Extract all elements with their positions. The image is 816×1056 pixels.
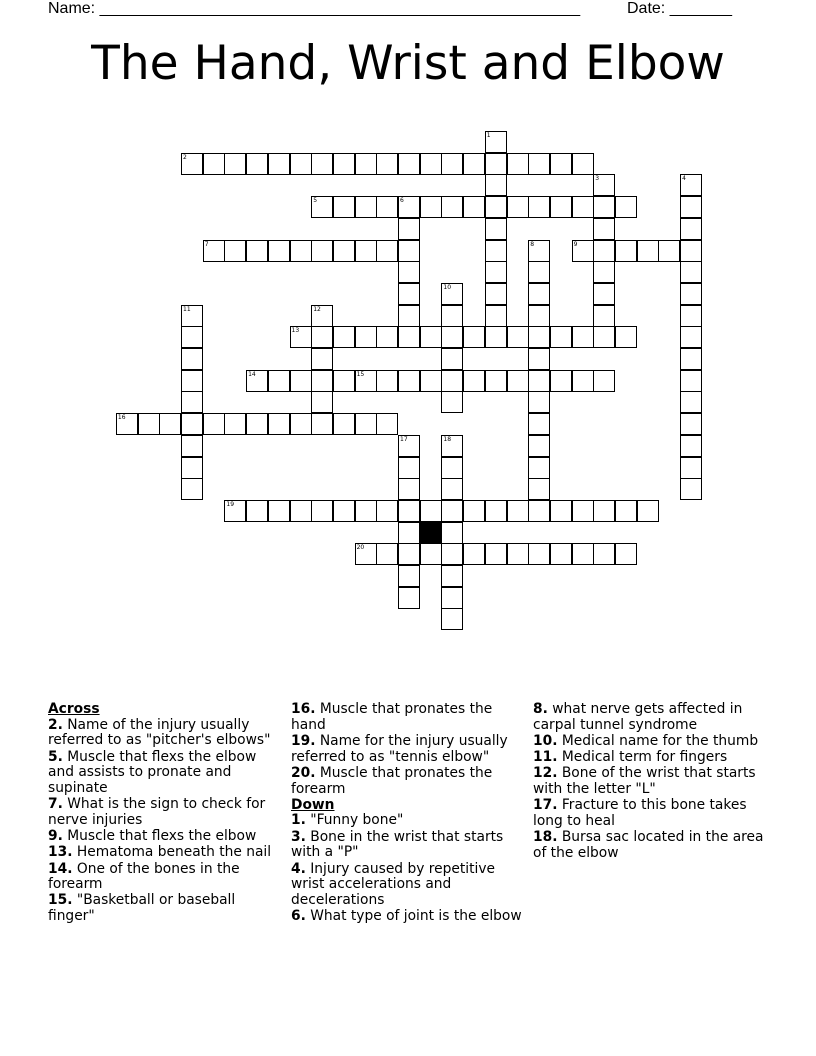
grid-cell[interactable] <box>593 240 615 262</box>
grid-cell[interactable] <box>441 283 463 305</box>
grid-cell[interactable] <box>376 500 398 522</box>
across-clue-16: 16. Muscle that pronates the hand <box>291 701 493 733</box>
grid-cell[interactable] <box>680 457 702 479</box>
grid-cell[interactable] <box>680 283 702 305</box>
grid-cell[interactable] <box>181 153 203 175</box>
grid-cell[interactable] <box>224 500 246 522</box>
grid-cell[interactable] <box>420 326 442 348</box>
down-clue-17: 17. Fracture to this bone takes long to heal <box>533 797 747 829</box>
clue-number-5: 5 <box>313 197 318 205</box>
down-clue-4: 4. Injury caused by repetitive wrist accelerations and decelerations <box>291 860 496 908</box>
grid-cell[interactable] <box>593 370 615 392</box>
grid-cell[interactable] <box>181 305 203 327</box>
grid-cell[interactable] <box>398 305 420 327</box>
grid-cell[interactable] <box>290 240 312 262</box>
grid-cell[interactable] <box>333 370 355 392</box>
clue-number-10: 10 <box>443 283 452 291</box>
grid-cell[interactable] <box>463 196 485 218</box>
grid-cell[interactable] <box>680 326 702 348</box>
clue-number-18: 18 <box>443 435 452 443</box>
grid-cell[interactable] <box>550 543 572 565</box>
across-clue-7: 7. What is the sign to check for nerve injuries <box>48 796 266 828</box>
grid-cell[interactable] <box>311 326 333 348</box>
across-clue-19: 19. Name for the injury usually referred to as "tennis elbow" <box>291 732 508 765</box>
grid-cell[interactable] <box>246 153 268 175</box>
grid-cell[interactable] <box>572 543 594 565</box>
across-clue-15: 15. "Basketball or baseball finger" <box>48 892 236 925</box>
grid-cell[interactable] <box>246 413 268 435</box>
grid-cell[interactable] <box>224 153 246 175</box>
grid-cell[interactable] <box>441 305 463 327</box>
grid-cell[interactable] <box>398 478 420 500</box>
grid-cell[interactable] <box>311 391 333 413</box>
grid-cell[interactable] <box>441 348 463 370</box>
across-clue-2: 2. Name of the injury usually referred to as "pitcher's elbows" <box>48 716 271 749</box>
grid-cell[interactable] <box>181 348 203 370</box>
grid-cell[interactable] <box>463 543 485 565</box>
grid-cell[interactable] <box>680 240 702 262</box>
grid-cell[interactable] <box>593 326 615 348</box>
grid-cell[interactable] <box>485 500 507 522</box>
grid-cell[interactable] <box>311 370 333 392</box>
grid-cell[interactable] <box>485 153 507 175</box>
grid-cell[interactable] <box>203 153 225 175</box>
grid-cell[interactable] <box>376 370 398 392</box>
grid-cell[interactable] <box>593 283 615 305</box>
across-clue-14: 14. One of the bones in the forearm <box>48 860 240 893</box>
clue-number-8: 8 <box>530 240 535 248</box>
grid-cell[interactable] <box>398 435 420 457</box>
grid-cell[interactable] <box>116 413 138 435</box>
grid-cell[interactable] <box>355 500 377 522</box>
grid-cell[interactable] <box>637 240 659 262</box>
grid-cell[interactable] <box>441 435 463 457</box>
grid-cell[interactable] <box>528 283 550 305</box>
grid-cell[interactable] <box>268 370 290 392</box>
grid-cell[interactable] <box>507 326 529 348</box>
grid-cell[interactable] <box>485 131 507 153</box>
grid-cell[interactable] <box>441 587 463 609</box>
grid-cell[interactable] <box>290 500 312 522</box>
grid-cell[interactable] <box>680 218 702 240</box>
grid-cell[interactable] <box>203 413 225 435</box>
grid-cell[interactable] <box>398 543 420 565</box>
grid-cell[interactable] <box>333 500 355 522</box>
grid-cell[interactable] <box>224 240 246 262</box>
grid-cell[interactable] <box>528 326 550 348</box>
grid-cell[interactable] <box>528 305 550 327</box>
grid-cell[interactable] <box>550 326 572 348</box>
grid-cell[interactable] <box>680 174 702 196</box>
grid-cell[interactable] <box>268 413 290 435</box>
grid-cell[interactable] <box>593 218 615 240</box>
grid-cell[interactable] <box>398 326 420 348</box>
grid-cell[interactable] <box>246 240 268 262</box>
grid-cell[interactable] <box>507 500 529 522</box>
grid-cell[interactable] <box>376 153 398 175</box>
grid-cell[interactable] <box>485 326 507 348</box>
grid-cell[interactable] <box>572 500 594 522</box>
grid-cell[interactable] <box>550 153 572 175</box>
down-clue-1: 1. "Funny bone" <box>291 812 404 829</box>
grid-cell[interactable] <box>355 196 377 218</box>
grid-cell[interactable] <box>528 457 550 479</box>
grid-cell[interactable] <box>615 240 637 262</box>
grid-cell[interactable] <box>398 196 420 218</box>
grid-cell[interactable] <box>485 543 507 565</box>
grid-cell[interactable] <box>680 261 702 283</box>
grid-cell[interactable] <box>528 240 550 262</box>
grid-cell[interactable] <box>355 370 377 392</box>
grid-cell[interactable] <box>268 500 290 522</box>
grid-cell[interactable] <box>333 240 355 262</box>
grid-cell[interactable] <box>658 240 680 262</box>
grid-cell[interactable] <box>441 500 463 522</box>
grid-cell[interactable] <box>550 370 572 392</box>
grid-cell[interactable] <box>615 326 637 348</box>
clue-number-3: 3 <box>595 175 600 183</box>
grid-cell[interactable] <box>550 500 572 522</box>
grid-cell[interactable] <box>637 500 659 522</box>
grid-cell[interactable] <box>528 153 550 175</box>
grid-cell[interactable] <box>572 326 594 348</box>
clue-number-14: 14 <box>248 370 256 378</box>
grid-cell[interactable] <box>441 370 463 392</box>
grid-cell[interactable] <box>463 500 485 522</box>
grid-cell[interactable] <box>615 196 637 218</box>
down-heading: Down <box>291 796 335 813</box>
grid-cell[interactable] <box>311 500 333 522</box>
grid-cell[interactable] <box>463 326 485 348</box>
grid-cell[interactable] <box>485 174 507 196</box>
grid-cell[interactable] <box>398 218 420 240</box>
grid-cell[interactable] <box>290 413 312 435</box>
date-field-line: Date: _______ <box>627 0 732 17</box>
clue-number-16: 16 <box>117 414 126 422</box>
clue-number-7: 7 <box>204 240 209 248</box>
clue-number-19: 19 <box>226 500 235 508</box>
grid-cell[interactable] <box>485 283 507 305</box>
grid-cell[interactable] <box>398 240 420 262</box>
grid-cell[interactable] <box>355 413 377 435</box>
grid-cell[interactable] <box>463 153 485 175</box>
clue-number-11: 11 <box>183 305 191 313</box>
grid-cell[interactable] <box>355 153 377 175</box>
clue-number-13: 13 <box>291 327 300 335</box>
grid-cell[interactable] <box>376 543 398 565</box>
grid-cell[interactable] <box>181 391 203 413</box>
grid-cell[interactable] <box>441 196 463 218</box>
clue-number-20: 20 <box>356 544 365 552</box>
grid-cell[interactable] <box>485 218 507 240</box>
grid-cell[interactable] <box>333 196 355 218</box>
grid-cell[interactable] <box>355 543 377 565</box>
down-clue-11: 11. Medical term for fingers <box>533 749 728 766</box>
grid-cell[interactable] <box>507 370 529 392</box>
grid-cell[interactable] <box>398 153 420 175</box>
grid-cell[interactable] <box>680 305 702 327</box>
grid-cell[interactable] <box>311 348 333 370</box>
grid-cell[interactable] <box>333 413 355 435</box>
grid-cell[interactable] <box>572 196 594 218</box>
grid-cell[interactable] <box>290 153 312 175</box>
grid-cell[interactable] <box>615 543 637 565</box>
grid-cell[interactable] <box>181 413 203 435</box>
grid-cell[interactable] <box>420 196 442 218</box>
grid-cell[interactable] <box>181 326 203 348</box>
grid-cell[interactable] <box>615 500 637 522</box>
down-clue-3: 3. Bone in the wrist that starts with a "P" <box>291 828 504 861</box>
down-clue-6: 6. What type of joint is the elbow <box>291 908 522 925</box>
grid-cell[interactable] <box>485 196 507 218</box>
grid-cell[interactable] <box>593 261 615 283</box>
across-clue-5: 5. Muscle that flexs the elbow and assists to pronate and supinate <box>48 748 257 797</box>
grid-cell[interactable] <box>485 370 507 392</box>
grid-cell[interactable] <box>441 457 463 479</box>
grid-cell[interactable] <box>485 305 507 327</box>
grid-cell[interactable] <box>355 326 377 348</box>
grid-cell[interactable] <box>528 478 550 500</box>
grid-cell[interactable] <box>680 478 702 500</box>
grid-cell[interactable] <box>268 153 290 175</box>
clue-number-1: 1 <box>486 132 491 139</box>
down-clue-8: 8. what nerve gets affected in carpal tunnel syndrome <box>533 701 743 733</box>
grid-cell[interactable] <box>398 500 420 522</box>
grid-cell[interactable] <box>441 326 463 348</box>
grid-cell[interactable] <box>376 413 398 435</box>
grid-cell[interactable] <box>181 435 203 457</box>
clue-number-6: 6 <box>400 197 404 205</box>
grid-cell[interactable] <box>593 174 615 196</box>
grid-cell[interactable] <box>355 240 377 262</box>
grid-cell[interactable] <box>441 543 463 565</box>
grid-cell[interactable] <box>376 240 398 262</box>
grid-cell[interactable] <box>528 435 550 457</box>
grid-cell[interactable] <box>680 370 702 392</box>
grid-cell[interactable] <box>441 522 463 544</box>
clue-number-2: 2 <box>183 153 187 161</box>
grid-cell[interactable] <box>420 500 442 522</box>
grid-cell[interactable] <box>159 413 181 435</box>
page-title: The Hand, Wrist and Elbow <box>91 36 725 91</box>
down-clue-12: 12. Bone of the wrist that starts with the letter "L" <box>533 765 756 798</box>
grid-cell[interactable] <box>507 153 529 175</box>
grid-cell[interactable] <box>311 413 333 435</box>
grid-cell[interactable] <box>181 478 203 500</box>
clues-column-1 <box>48 702 283 925</box>
grid-cell[interactable] <box>203 240 225 262</box>
grid-cell[interactable] <box>485 240 507 262</box>
grid-cell[interactable] <box>528 261 550 283</box>
grid-cell[interactable] <box>138 413 160 435</box>
grid-cell[interactable] <box>398 587 420 609</box>
grid-cell[interactable] <box>290 370 312 392</box>
grid-cell[interactable] <box>593 196 615 218</box>
grid-cell[interactable] <box>420 370 442 392</box>
down-clue-18: 18. Bursa sac located in the area of the elbow <box>533 829 764 861</box>
grid-cell[interactable] <box>593 543 615 565</box>
grid-cell[interactable] <box>680 435 702 457</box>
grid-cell[interactable] <box>181 457 203 479</box>
grid-cell[interactable] <box>181 370 203 392</box>
grid-cell[interactable] <box>528 196 550 218</box>
across-clue-13: 13. Hematoma beneath the nail <box>48 844 272 861</box>
grid-cell[interactable] <box>593 500 615 522</box>
clue-number-15: 15 <box>356 370 365 378</box>
name-field-line: Name: ______________________________________________________ <box>48 0 581 17</box>
grid-cell[interactable] <box>572 240 594 262</box>
clue-number-9: 9 <box>573 240 578 248</box>
grid-cell[interactable] <box>311 196 333 218</box>
across-clue-9: 9. Muscle that flexs the elbow <box>48 828 257 845</box>
grid-cell[interactable] <box>572 370 594 392</box>
grid-cell[interactable] <box>528 500 550 522</box>
grid-cell[interactable] <box>550 196 572 218</box>
grid-cell[interactable] <box>376 326 398 348</box>
grid-cell[interactable] <box>224 413 246 435</box>
grid-cell[interactable] <box>572 153 594 175</box>
grid-cell[interactable] <box>398 283 420 305</box>
grid-cell[interactable] <box>680 413 702 435</box>
clue-number-12: 12 <box>313 305 321 313</box>
clue-number-4: 4 <box>682 175 686 183</box>
grid-cell[interactable] <box>441 153 463 175</box>
grid-cell[interactable] <box>268 240 290 262</box>
grid-cell-black <box>420 522 442 544</box>
grid-cell[interactable] <box>680 391 702 413</box>
grid-cell[interactable] <box>398 522 420 544</box>
grid-cell[interactable] <box>593 305 615 327</box>
across-heading: Across <box>48 701 100 717</box>
grid-cell[interactable] <box>507 543 529 565</box>
grid-cell[interactable] <box>680 348 702 370</box>
grid-cell[interactable] <box>441 565 463 587</box>
grid-cell[interactable] <box>680 196 702 218</box>
grid-cell[interactable] <box>311 153 333 175</box>
clues-column-2 <box>291 702 526 925</box>
grid-cell[interactable] <box>441 478 463 500</box>
grid-cell[interactable] <box>246 370 268 392</box>
grid-cell[interactable] <box>528 413 550 435</box>
clues-column-3 <box>533 702 768 862</box>
grid-cell[interactable] <box>528 391 550 413</box>
grid-cell[interactable] <box>463 370 485 392</box>
grid-cell[interactable] <box>420 153 442 175</box>
grid-cell[interactable] <box>290 326 312 348</box>
grid-cell[interactable] <box>507 196 529 218</box>
grid-cell[interactable] <box>441 391 463 413</box>
grid-cell[interactable] <box>398 457 420 479</box>
grid-cell[interactable] <box>311 240 333 262</box>
grid-cell[interactable] <box>398 370 420 392</box>
grid-cell[interactable] <box>485 261 507 283</box>
grid-cell[interactable] <box>528 370 550 392</box>
grid-cell[interactable] <box>333 153 355 175</box>
down-clue-10: 10. Medical name for the thumb <box>533 732 759 749</box>
grid-cell[interactable] <box>376 196 398 218</box>
clue-number-17: 17 <box>400 435 408 443</box>
across-clue-20: 20. Muscle that pronates the forearm <box>291 764 493 797</box>
grid-cell[interactable] <box>311 305 333 327</box>
grid-cell[interactable] <box>420 543 442 565</box>
grid-cell[interactable] <box>528 543 550 565</box>
grid-cell[interactable] <box>398 261 420 283</box>
grid-cell[interactable] <box>441 608 463 630</box>
grid-cell[interactable] <box>333 326 355 348</box>
grid-cell[interactable] <box>528 348 550 370</box>
grid-cell[interactable] <box>246 500 268 522</box>
grid-cell[interactable] <box>398 565 420 587</box>
